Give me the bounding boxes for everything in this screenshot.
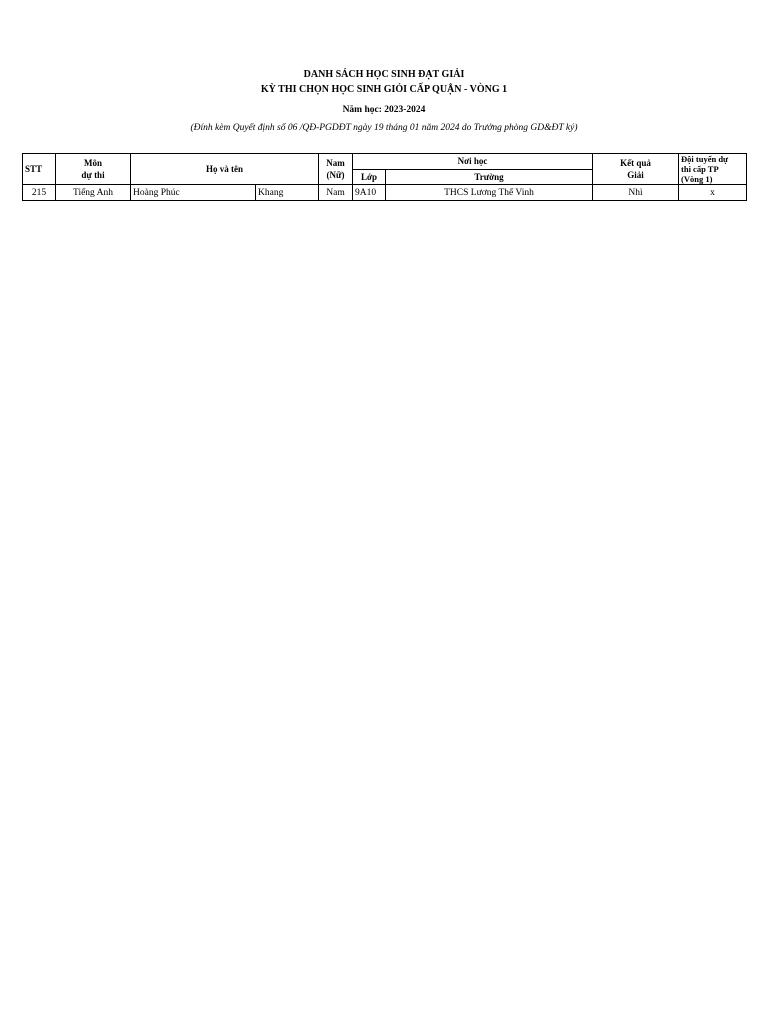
header-gender-line1: Nam bbox=[326, 158, 345, 168]
header-gender bbox=[319, 154, 353, 185]
header-city-team-line1: Đội tuyển dự bbox=[681, 154, 729, 164]
document-title-1: DANH SÁCH HỌC SINH ĐẠT GIẢI bbox=[303, 69, 465, 80]
table-header-row-1 bbox=[23, 154, 747, 170]
cell-award: Nhì bbox=[593, 185, 679, 201]
cell-class: 9A10 bbox=[353, 185, 386, 201]
cell-school: THCS Lương Thế Vinh bbox=[386, 185, 593, 201]
document-title-2: KỲ THI CHỌN HỌC SINH GIỎI CẤP QUẬN - VÒNG 1 bbox=[260, 84, 508, 95]
header-school: Trường bbox=[386, 169, 593, 185]
header-study-place: Nơi học bbox=[353, 154, 593, 170]
header-result-line2: Giải bbox=[627, 170, 644, 180]
header-city-team-line2: thi cấp TP bbox=[681, 164, 719, 174]
table-row bbox=[23, 185, 747, 201]
header-result-line1: Kết quả bbox=[620, 158, 651, 168]
header-result bbox=[593, 154, 679, 185]
cell-city-team: x bbox=[679, 185, 747, 201]
header-gender-line2: (Nữ) bbox=[326, 170, 345, 180]
header-city-team bbox=[679, 154, 747, 185]
header-subject bbox=[56, 154, 131, 185]
header-class: Lớp bbox=[353, 169, 386, 185]
header-stt: STT bbox=[23, 154, 56, 185]
header-full-name: Họ và tên bbox=[131, 154, 319, 185]
cell-subject: Tiếng Anh bbox=[56, 185, 131, 201]
cell-last-middle-name: Hoàng Phúc bbox=[131, 185, 256, 201]
header-subject-line1: Môn bbox=[84, 158, 102, 168]
school-year: Năm học: 2023-2024 bbox=[342, 105, 426, 115]
decision-note: (Đính kèm Quyết định số 06 /QĐ-PGDĐT ngày 19 tháng 01 năm 2024 do Trưởng phòng GD&ĐT ký) bbox=[190, 123, 578, 133]
cell-first-name: Khang bbox=[256, 185, 319, 201]
header-subject-line2: dự thi bbox=[81, 170, 105, 180]
header-city-team-line3: (Vòng 1) bbox=[681, 174, 713, 184]
cell-gender: Nam bbox=[319, 185, 353, 201]
cell-stt: 215 bbox=[23, 185, 56, 201]
award-table bbox=[22, 153, 747, 201]
